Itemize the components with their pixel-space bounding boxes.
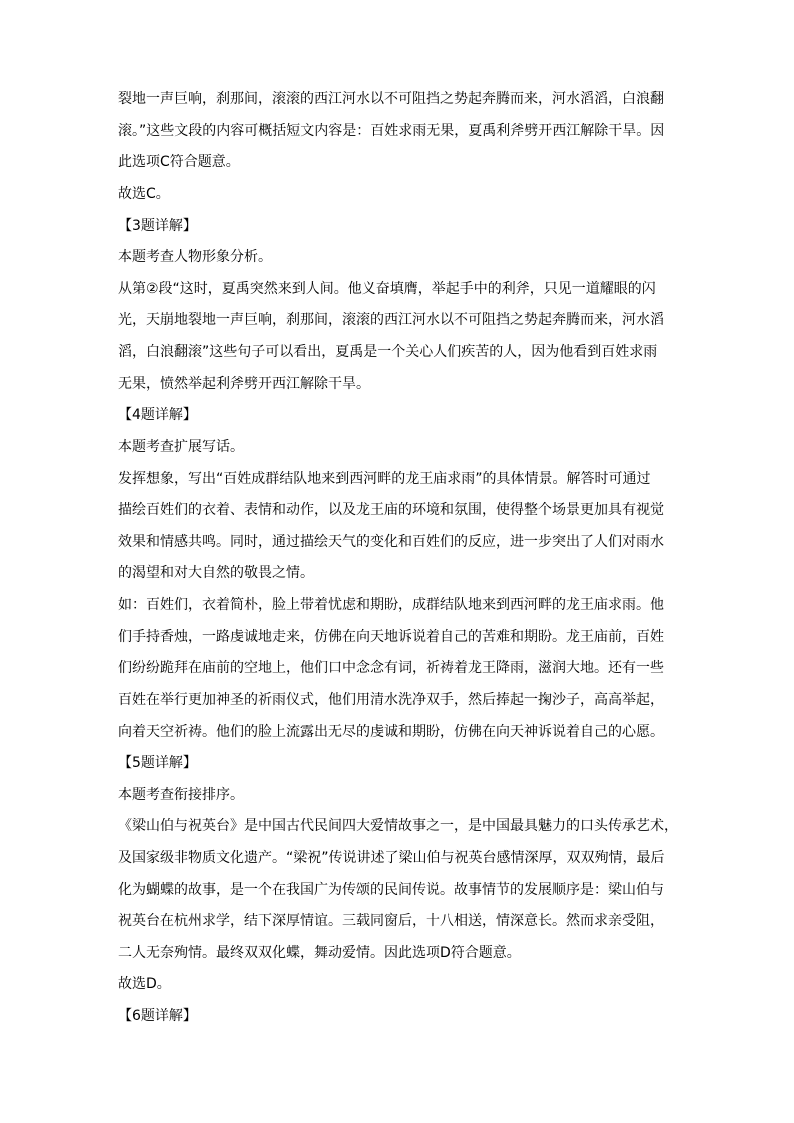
text-line: 本题考查扩展写话。 (118, 438, 244, 455)
text-line: 此选项C符合题意。 (118, 154, 240, 171)
text-line: 二人无奈殉情。最终双双化蝶，舞动爱情。因此选项D符合题意。 (118, 944, 521, 961)
text-line: 滔，白浪翻滚”这些句子可以看出，夏禹是一个关心人们疾苦的人，因为他看到百姓求雨 (118, 344, 658, 361)
text-line: 从第②段“这时，夏禹突然来到人间。他义奋填膺，举起手中的利斧，只见一道耀眼的闪 (118, 280, 656, 297)
text-line: 们纷纷跪拜在庙前的空地上，他们口中念念有词，祈祷着龙王降雨，滋润大地。还有一些 (118, 660, 664, 677)
text-line: 描绘百姓们的衣着、表情和动作，以及龙王庙的环境和氛围，使得整个场景更加具有视觉 (118, 502, 664, 519)
text-line: 及国家级非物质文化遗产。“梁祝”传说讲述了梁山伯与祝英台感情深厚，双双殉情，最后 (118, 849, 665, 866)
text-line: 的渴望和对大自然的敬畏之情。 (118, 565, 314, 582)
text-line: 本题考查人物形象分析。 (118, 249, 272, 266)
section-heading: 【6题详解】 (118, 1008, 197, 1025)
text-line: 《梁山伯与祝英台》是中国古代民间四大爱情故事之一，是中国最具魅力的口头传承艺术， (118, 818, 678, 835)
text-line: 百姓在举行更加神圣的祈雨仪式，他们用清水洗净双手，然后捧起一掬沙子，高高举起， (118, 691, 664, 708)
text-line: 光，天崩地裂地一声巨响，刹那间，滚滚的西江河水以不可阻挡之势起奔腾而来，河水滔 (118, 312, 664, 329)
text-line: 故选C。 (118, 185, 170, 202)
text-line: 裂地一声巨响，刹那间，滚滚的西江河水以不可阻挡之势起奔腾而来，河水滔滔，白浪翻 (118, 91, 664, 108)
text-line: 效果和情感共鸣。同时，通过描绘天气的变化和百姓们的反应，进一步突出了人们对雨水 (118, 533, 664, 550)
text-line: 本题考查衔接排序。 (118, 786, 244, 803)
section-heading: 【3题详解】 (118, 217, 197, 234)
section-heading: 【4题详解】 (118, 407, 197, 424)
text-line: 发挥想象，写出“百姓成群结队地来到西河畔的龙王庙求雨”的具体情景。解答时可通过 (118, 470, 651, 487)
section-heading: 【5题详解】 (118, 755, 197, 772)
text-line: 向着天空祈祷。他们的脸上流露出无尽的虔诚和期盼，仿佛在向天神诉说着自己的心愿。 (118, 723, 664, 740)
text-line: 滚。”这些文段的内容可概括短文内容是：百姓求雨无果，夏禹利斧劈开西江解除干旱。因 (118, 122, 665, 139)
text-line: 们手持香烛，一路虔诚地走来，仿佛在向天地诉说着自己的苦难和期盼。龙王庙前，百姓 (118, 628, 664, 645)
text-line: 祝英台在杭州求学，结下深厚情谊。三载同窗后，十八相送，情深意长。然而求亲受阻， (118, 913, 664, 930)
text-line: 故选D。 (118, 976, 171, 993)
text-line: 无果，愤然举起利斧劈开西江解除干旱。 (118, 375, 370, 392)
text-line: 如：百姓们，衣着简朴，脸上带着忧虑和期盼，成群结队地来到西河畔的龙王庙求雨。他 (118, 597, 664, 614)
text-line: 化为蝴蝶的故事，是一个在我国广为传颂的民间传说。故事情节的发展顺序是：梁山伯与 (118, 881, 664, 898)
